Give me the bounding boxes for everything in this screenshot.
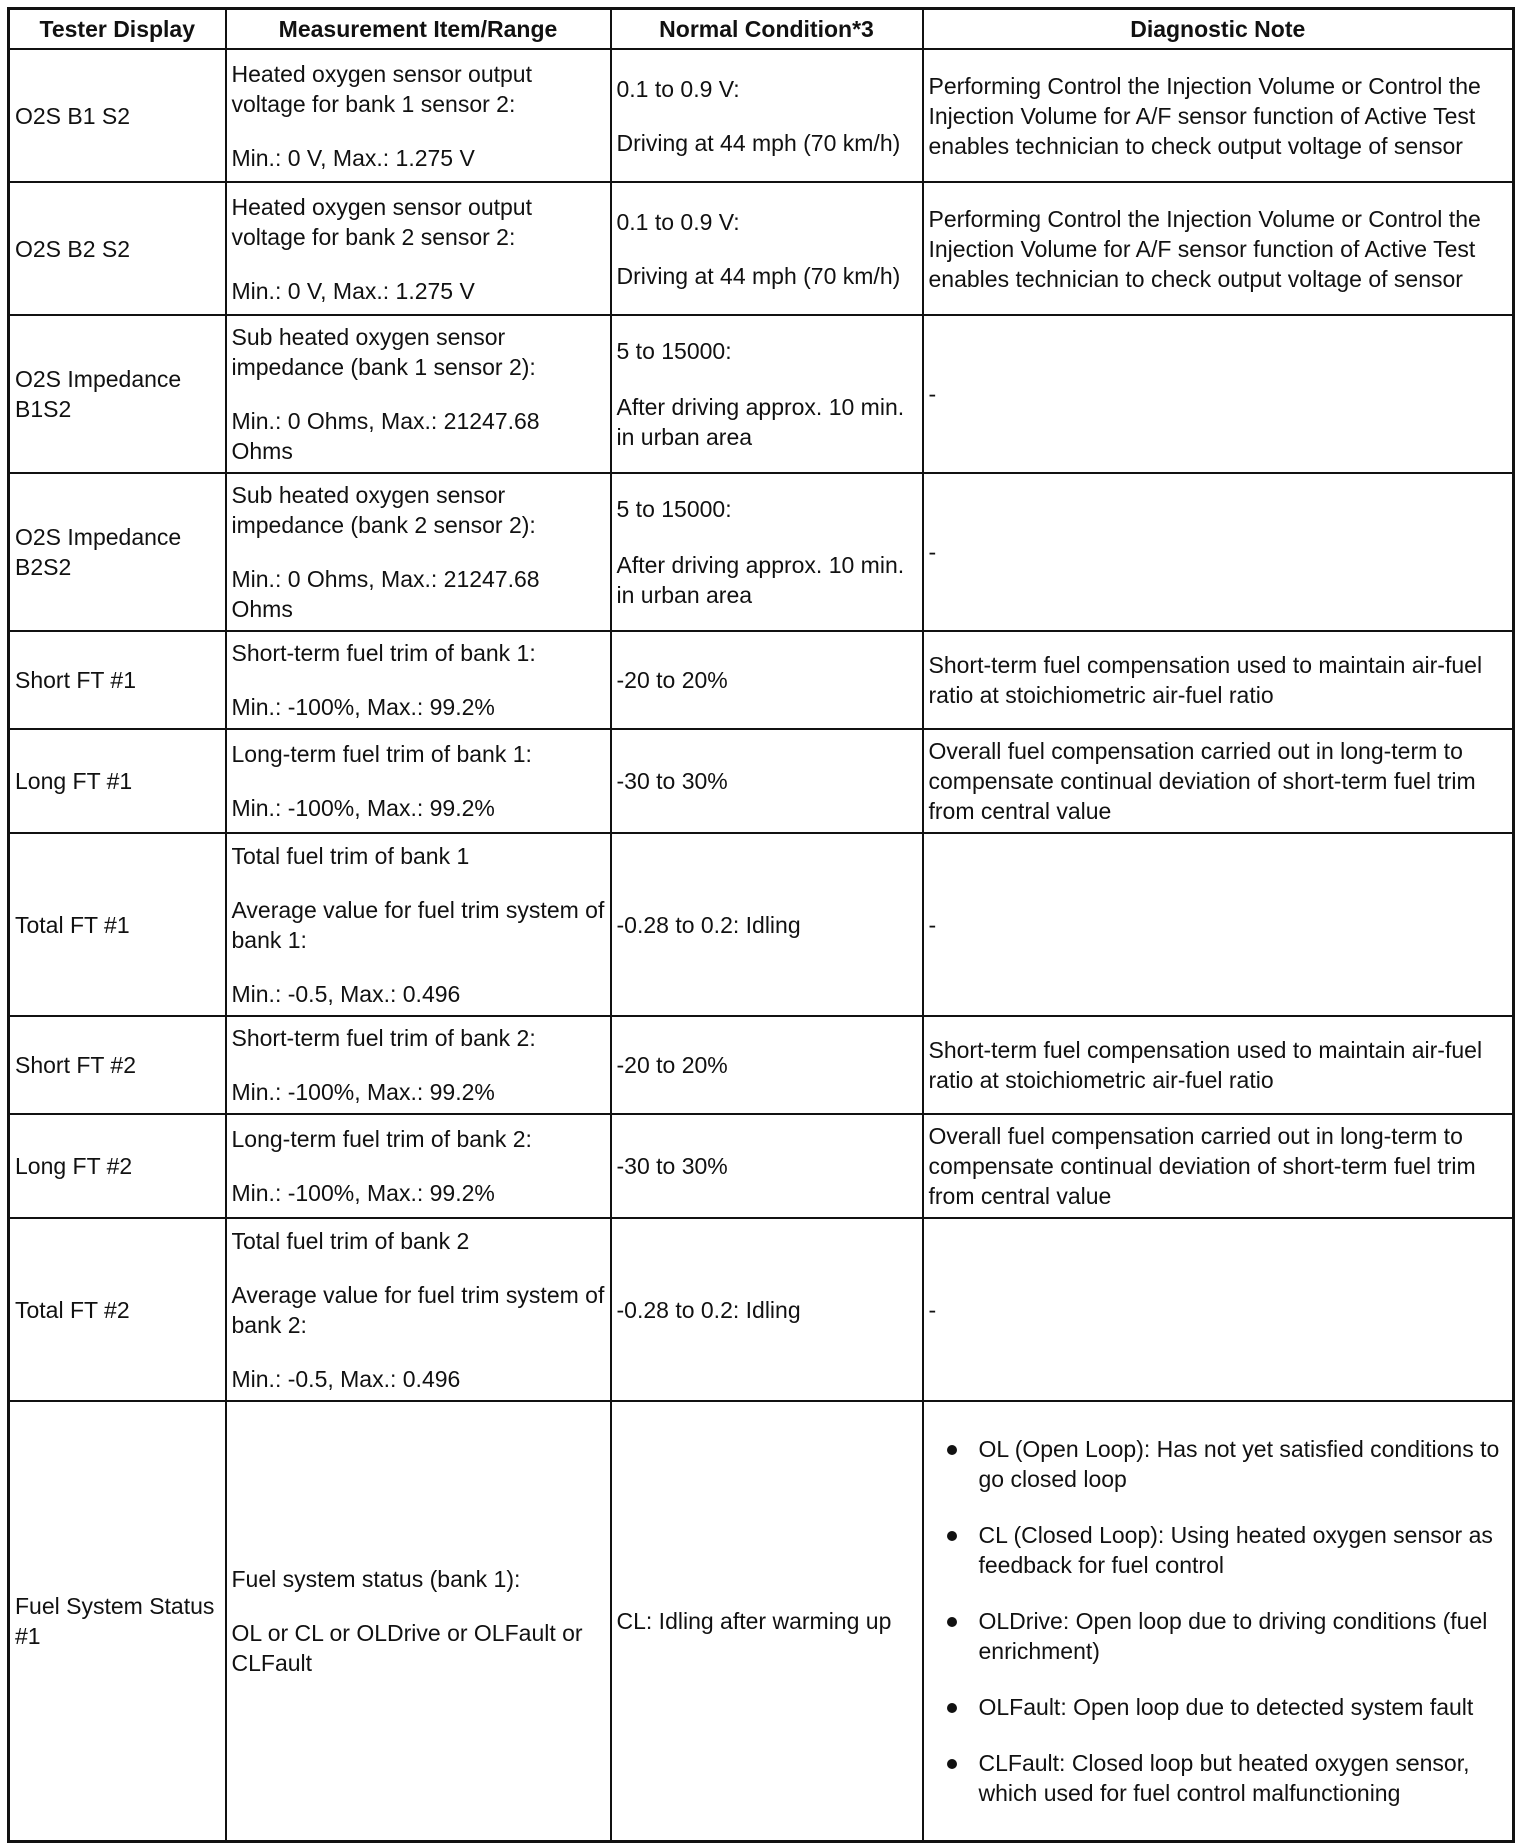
item-description: Long-term fuel trim of bank 1: (231, 741, 532, 767)
item-range: Min.: 0 V, Max.: 1.275 V (231, 277, 475, 304)
item-range: Min.: -100%, Max.: 99.2% (231, 795, 495, 821)
header-row (9, 9, 1514, 50)
measurement-item-cell (226, 1114, 611, 1218)
normal-condition-cell: -30 to 30% (611, 1114, 923, 1218)
table-row (9, 1114, 1514, 1218)
normal-condition-cell: -0.28 to 0.2: Idling (611, 833, 923, 1016)
measurement-item-cell (226, 1016, 611, 1114)
tester-display-cell: Short FT #2 (9, 1016, 226, 1114)
item-description: Short-term fuel trim of bank 1: (231, 640, 536, 666)
table-row (9, 631, 1514, 729)
item-range: OL or CL or OLDrive or OLFault or CLFault (231, 1619, 583, 1676)
bullet-item-oldrive: OLDrive: Open loop due to driving conditions (fuel enrichment) (947, 1606, 1508, 1666)
measurement-item-cell (226, 473, 611, 631)
table-row-fuel-system-status (9, 1401, 1514, 1841)
table-row (9, 833, 1514, 1016)
measurement-item-cell (226, 729, 611, 833)
tester-display-cell: O2S B2 S2 (9, 182, 226, 315)
bullet-item-ol: OL (Open Loop): Has not yet satisfied conditions to go closed loop (947, 1434, 1508, 1494)
item-title: Total fuel trim of bank 1 (231, 842, 470, 869)
header-measurement-item: Measurement Item/Range (226, 9, 611, 50)
item-range: Min.: 0 Ohms, Max.: 21247.68 Ohms (231, 566, 540, 622)
bullet-item-clfault: CLFault: Closed loop but heated oxygen sensor, which used for fuel control malfunctioning (947, 1748, 1508, 1808)
measurement-item-cell (226, 1218, 611, 1401)
header-normal-condition: Normal Condition*3 (611, 9, 923, 50)
table-row (9, 729, 1514, 833)
item-description: Short-term fuel trim of bank 2: (231, 1025, 536, 1051)
tester-display-cell: Fuel System Status #1 (9, 1401, 226, 1841)
item-description: Long-term fuel trim of bank 2: (231, 1126, 532, 1152)
diagnostic-note-cell: Performing Control the Injection Volume or Control the Injection Volume for A/F sensor function of Active Test enables technician to check output voltage of sensor (923, 49, 1514, 182)
table-row (9, 315, 1514, 473)
tester-display-cell: Short FT #1 (9, 631, 226, 729)
tester-display-cell: O2S B1 S2 (9, 49, 226, 182)
item-range: Min.: -0.5, Max.: 0.496 (231, 980, 461, 1007)
normal-condition-cell: -30 to 30% (611, 729, 923, 833)
diagnostic-note-cell: - (923, 473, 1514, 631)
header-tester-display: Tester Display (9, 9, 226, 50)
tester-display-cell: Total FT #2 (9, 1218, 226, 1401)
diagnostic-note-cell: Performing Control the Injection Volume or Control the Injection Volume for A/F sensor function of Active Test enables technician to check output voltage of sensor (923, 182, 1514, 315)
tester-display-cell: Long FT #2 (9, 1114, 226, 1218)
measurement-item-cell (226, 182, 611, 315)
item-description: Sub heated oxygen sensor impedance (bank 1 sensor 2): (231, 324, 536, 380)
item-description: Average value for fuel trim system of bank 2: (231, 1281, 605, 1338)
table-row (9, 473, 1514, 631)
normal-condition-cell (611, 182, 923, 315)
diagnostic-note-cell: Overall fuel compensation carried out in long-term to compensate continual deviation of short-term fuel trim from central value (923, 729, 1514, 833)
item-description: Average value for fuel trim system of bank 1: (231, 896, 605, 953)
data-list-table (7, 7, 1515, 1843)
tester-display-cell: O2S Impedance B2S2 (9, 473, 226, 631)
table-row (9, 49, 1514, 182)
item-range: Min.: -100%, Max.: 99.2% (231, 1079, 495, 1105)
item-range: Min.: -0.5, Max.: 0.496 (231, 1365, 461, 1392)
normal-condition: Driving at 44 mph (70 km/h) (616, 129, 901, 156)
diagnostic-note-cell: Overall fuel compensation carried out in long-term to compensate continual deviation of short-term fuel trim from central value (923, 1114, 1514, 1218)
bullet-item-cl: CL (Closed Loop): Using heated oxygen sensor as feedback for fuel control (947, 1520, 1508, 1580)
measurement-item-cell (226, 315, 611, 473)
normal-condition: Driving at 44 mph (70 km/h) (616, 262, 901, 289)
table-row (9, 1218, 1514, 1401)
diagnostic-note-cell: Short-term fuel compensation used to maintain air-fuel ratio at stoichiometric air-fuel ratio (923, 631, 1514, 729)
item-range: Min.: 0 Ohms, Max.: 21247.68 Ohms (231, 408, 540, 464)
item-description: Fuel system status (bank 1): (231, 1565, 521, 1592)
fuel-status-bullet-list (929, 1434, 1508, 1808)
table-row (9, 182, 1514, 315)
bullet-item-olfault: OLFault: Open loop due to detected system fault (947, 1692, 1508, 1722)
normal-condition-cell: -20 to 20% (611, 631, 923, 729)
spec-table-container (7, 7, 1512, 1843)
normal-condition-cell (611, 315, 923, 473)
diagnostic-note-cell: - (923, 315, 1514, 473)
measurement-item-cell (226, 631, 611, 729)
normal-value: 5 to 15000: (616, 338, 732, 364)
item-range: Min.: -100%, Max.: 99.2% (231, 1180, 495, 1206)
tester-display-cell: O2S Impedance B1S2 (9, 315, 226, 473)
measurement-item-cell (226, 833, 611, 1016)
tester-display-cell: Long FT #1 (9, 729, 226, 833)
item-title: Total fuel trim of bank 2 (231, 1227, 470, 1254)
item-description: Heated oxygen sensor output voltage for bank 2 sensor 2: (231, 193, 532, 250)
diagnostic-note-cell (923, 1401, 1514, 1841)
normal-condition-cell (611, 473, 923, 631)
normal-condition: After driving approx. 10 min. in urban area (616, 552, 905, 608)
normal-value: 0.1 to 0.9 V: (616, 208, 740, 235)
tester-display-cell: Total FT #1 (9, 833, 226, 1016)
normal-condition-cell: -20 to 20% (611, 1016, 923, 1114)
normal-value: 0.1 to 0.9 V: (616, 75, 740, 102)
table-row (9, 1016, 1514, 1114)
normal-condition-cell (611, 49, 923, 182)
measurement-item-cell (226, 49, 611, 182)
item-description: Sub heated oxygen sensor impedance (bank 2 sensor 2): (231, 482, 536, 538)
header-diagnostic-note: Diagnostic Note (923, 9, 1514, 50)
diagnostic-note-cell: - (923, 1218, 1514, 1401)
normal-condition-cell: -0.28 to 0.2: Idling (611, 1218, 923, 1401)
item-range: Min.: -100%, Max.: 99.2% (231, 694, 495, 720)
item-range: Min.: 0 V, Max.: 1.275 V (231, 144, 475, 171)
normal-value: 5 to 15000: (616, 496, 732, 522)
diagnostic-note-cell: - (923, 833, 1514, 1016)
item-description: Heated oxygen sensor output voltage for bank 1 sensor 2: (231, 60, 532, 117)
diagnostic-note-cell: Short-term fuel compensation used to maintain air-fuel ratio at stoichiometric air-fuel ratio (923, 1016, 1514, 1114)
measurement-item-cell (226, 1401, 611, 1841)
normal-condition: After driving approx. 10 min. in urban area (616, 394, 905, 450)
normal-condition-cell: CL: Idling after warming up (611, 1401, 923, 1841)
